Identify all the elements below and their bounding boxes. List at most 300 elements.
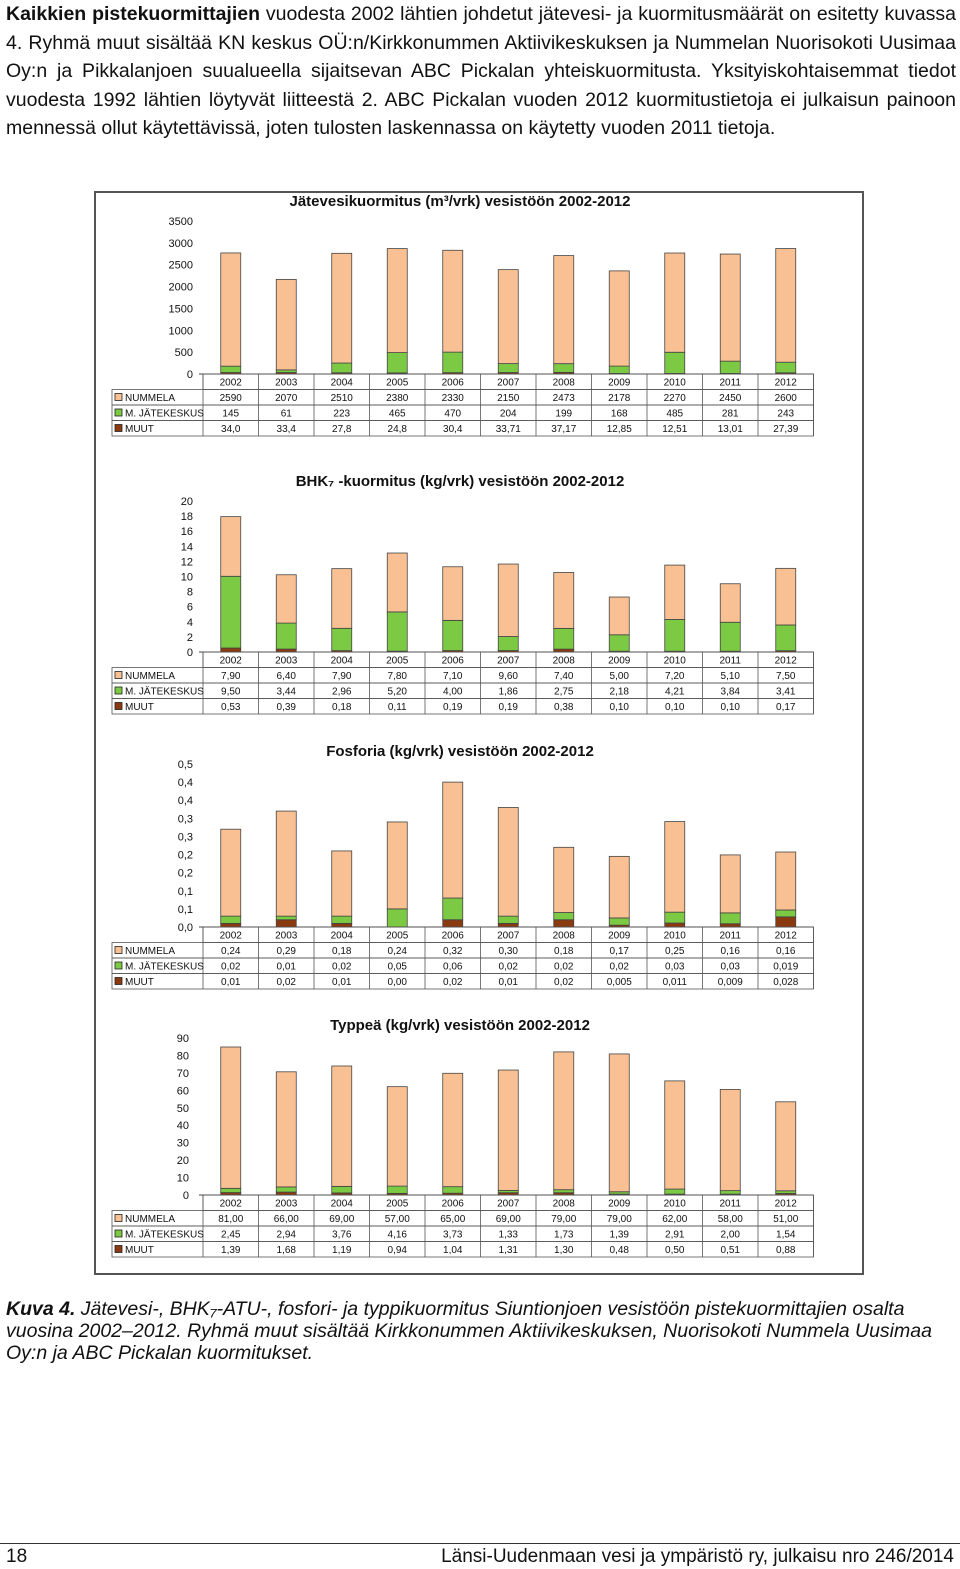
x-tick-label: 2005	[386, 655, 409, 667]
y-tick-label: 0,5	[177, 759, 193, 771]
x-tick-label: 2010	[663, 655, 686, 667]
y-tick-label: 0,0	[177, 922, 193, 934]
y-tick-label: 30	[176, 1137, 189, 1150]
data-label: 0,009	[717, 977, 743, 988]
data-label: 7,90	[332, 671, 352, 682]
x-tick-label: 2009	[608, 377, 631, 389]
data-label: 0,18	[554, 946, 574, 957]
x-tick-label: 2002	[219, 655, 242, 667]
bar-jatekeskus	[443, 1187, 463, 1194]
bar-muut	[332, 923, 352, 927]
data-label: 7,50	[776, 671, 796, 682]
y-tick-label: 0	[186, 369, 193, 381]
data-label: 243	[777, 408, 795, 420]
y-tick-label: 18	[180, 511, 193, 524]
x-tick-label: 2002	[219, 377, 242, 389]
data-label: 30,4	[443, 424, 463, 435]
x-tick-label: 2012	[774, 377, 797, 389]
data-label: 3,84	[720, 686, 740, 698]
x-tick-label: 2003	[275, 1198, 298, 1210]
bar-nummela	[332, 253, 352, 363]
legend-entry-jatekeskus: M. JÄTEKESKUS	[125, 686, 204, 698]
bar-jatekeskus	[665, 352, 685, 373]
data-label: 2,96	[332, 686, 352, 698]
data-label: 3,76	[332, 1229, 352, 1241]
data-label: 1,39	[609, 1229, 629, 1241]
legend-swatch-muut	[115, 703, 122, 710]
table-row	[112, 683, 814, 699]
data-label: 62,00	[662, 1214, 688, 1225]
data-label: 0,028	[773, 977, 799, 988]
data-label: 58,00	[717, 1214, 743, 1225]
bar-jatekeskus	[332, 363, 352, 373]
y-tick-label: 80	[176, 1050, 189, 1063]
bar-jatekeskus	[720, 1191, 740, 1194]
bar-jatekeskus	[554, 1190, 574, 1193]
data-label: 2150	[497, 393, 520, 404]
bar-nummela	[554, 572, 574, 628]
data-label: 281	[721, 408, 739, 420]
bar-jatekeskus	[443, 620, 463, 650]
bar-jatekeskus	[332, 916, 352, 923]
chart-title: Typpeä (kg/vrk) vesistöön 2002-2012	[330, 1017, 590, 1034]
legend-swatch-jatekeskus	[115, 687, 122, 694]
legend-entry-muut: MUUT	[125, 424, 154, 435]
x-tick-label: 2005	[386, 930, 409, 942]
data-label: 7,10	[443, 671, 463, 682]
bar-jatekeskus	[720, 622, 740, 651]
bar-jatekeskus	[498, 637, 518, 651]
x-tick-label: 2008	[552, 377, 575, 389]
y-tick-label: 10	[180, 571, 193, 584]
chart-title: Fosforia (kg/vrk) vesistöön 2002-2012	[326, 743, 594, 760]
bar-muut	[554, 920, 574, 927]
bar-nummela	[665, 253, 685, 352]
legend-swatch-jatekeskus	[115, 409, 122, 416]
bar-nummela	[443, 250, 463, 352]
data-label: 2380	[386, 393, 409, 404]
legend-swatch-muut	[115, 978, 122, 985]
bar-nummela	[332, 569, 352, 629]
data-label: 0,51	[720, 1245, 740, 1256]
data-label: 7,80	[387, 671, 407, 682]
y-tick-label: 12	[180, 556, 193, 569]
data-label: 65,00	[440, 1214, 466, 1225]
y-tick-label: 0	[182, 1190, 189, 1202]
x-tick-label: 2003	[275, 655, 298, 667]
data-label: 69,00	[329, 1214, 355, 1225]
legend-entry-nummela: NUMMELA	[125, 946, 176, 957]
x-tick-label: 2007	[497, 655, 520, 667]
data-label: 9,60	[498, 671, 518, 682]
bar-muut	[221, 923, 241, 927]
data-label: 5,00	[609, 671, 629, 682]
chart-title: Jätevesikuormitus (m³/vrk) vesistöön 2002-2012	[289, 193, 631, 210]
x-tick-label: 2012	[774, 655, 797, 667]
bar-jatekeskus	[387, 612, 407, 651]
legend-entry-nummela: NUMMELA	[125, 1214, 176, 1225]
x-tick-label: 2004	[330, 930, 353, 942]
legend-swatch-jatekeskus	[115, 962, 122, 969]
legend-entry-jatekeskus: M. JÄTEKESKUS	[125, 408, 204, 420]
x-tick-label: 2011	[719, 1198, 742, 1210]
legend-swatch-nummela	[115, 672, 122, 679]
y-tick-label: 2	[186, 631, 193, 644]
caption-text: Jätevesi-, BHK₇-ATU-, fosfori- ja typpikuormitus Siuntionjoen vesistöön pistekuormittajien osalta vuosina 2002–2012. Ryhmä muut sisältää Kirkkonummen Aktiivikeskuksen, Nuorisokoti Nummela Uusimaa Oy:n ja ABC Pickalan kuormitukset.	[6, 1298, 932, 1364]
bar-jatekeskus	[776, 1191, 796, 1194]
data-label: 0,06	[443, 961, 463, 973]
y-tick-label: 10	[176, 1172, 189, 1185]
y-tick-label: 20	[180, 496, 193, 508]
data-label: 79,00	[606, 1214, 632, 1225]
y-tick-label: 6	[186, 601, 193, 614]
bar-nummela	[443, 1073, 463, 1186]
x-tick-label: 2006	[441, 1198, 464, 1210]
legend-swatch-muut	[115, 425, 122, 432]
data-label: 51,00	[773, 1214, 799, 1225]
table-row	[112, 668, 814, 684]
x-tick-label: 2003	[275, 377, 298, 389]
table-row	[112, 974, 814, 990]
data-label: 1,19	[332, 1245, 352, 1256]
data-label: 0,005	[606, 977, 632, 988]
data-label: 0,39	[276, 702, 296, 713]
bar-nummela	[554, 1052, 574, 1190]
legend-swatch-jatekeskus	[115, 1230, 122, 1237]
data-label: 6,40	[276, 671, 296, 682]
y-tick-label: 0,4	[177, 795, 193, 808]
data-label: 0,02	[554, 977, 574, 988]
bar-nummela	[332, 1066, 352, 1186]
legend-swatch-nummela	[115, 394, 122, 401]
legend-entry-nummela: NUMMELA	[125, 671, 176, 682]
bar-jatekeskus	[609, 366, 629, 373]
data-label: 1,54	[776, 1229, 796, 1241]
data-label: 0,32	[443, 946, 463, 957]
legend-entry-muut: MUUT	[125, 1245, 154, 1256]
bar-muut	[276, 920, 296, 927]
bar-jatekeskus	[221, 916, 241, 923]
data-label: 0,94	[387, 1245, 407, 1256]
y-tick-label: 0,1	[177, 885, 193, 898]
table-row	[112, 1226, 814, 1242]
data-label: 204	[499, 408, 517, 420]
y-tick-label: 14	[180, 541, 193, 554]
data-label: 0,19	[443, 702, 463, 713]
x-tick-label: 2002	[219, 1198, 242, 1210]
data-label: 0,29	[276, 946, 296, 957]
y-tick-label: 0,3	[177, 813, 193, 826]
legend-swatch-muut	[115, 1246, 122, 1253]
x-tick-label: 2007	[497, 377, 520, 389]
data-label: 12,51	[662, 424, 688, 435]
data-label: 1,86	[498, 686, 518, 698]
y-tick-label: 50	[176, 1102, 189, 1115]
data-label: 0,03	[720, 961, 740, 973]
y-tick-label: 8	[186, 586, 193, 599]
bar-jatekeskus	[332, 628, 352, 650]
x-tick-label: 2002	[219, 930, 242, 942]
data-label: 3,41	[776, 686, 796, 698]
bar-jatekeskus	[776, 625, 796, 651]
data-label: 145	[222, 408, 240, 420]
bar-nummela	[554, 256, 574, 364]
data-label: 0,01	[276, 961, 296, 973]
y-tick-label: 40	[176, 1120, 189, 1133]
bar-jatekeskus	[665, 912, 685, 923]
data-label: 27,39	[773, 424, 799, 435]
bar-jatekeskus	[276, 1187, 296, 1192]
x-tick-label: 2010	[663, 930, 686, 942]
data-label: 0,30	[498, 946, 518, 957]
caption-label: Kuva 4.	[6, 1298, 76, 1320]
data-label: 0,17	[609, 946, 629, 957]
data-label: 470	[444, 408, 462, 420]
data-label: 168	[610, 408, 628, 420]
x-tick-label: 2006	[441, 930, 464, 942]
x-tick-label: 2005	[386, 377, 409, 389]
data-label: 2600	[774, 393, 797, 404]
bar-nummela	[498, 807, 518, 916]
bar-jatekeskus	[387, 1186, 407, 1193]
y-tick-label: 2500	[168, 259, 193, 272]
y-tick-label: 0,2	[177, 849, 193, 862]
legend-entry-muut: MUUT	[125, 702, 154, 713]
data-label: 2330	[441, 393, 464, 404]
bar-nummela	[776, 568, 796, 625]
bar-nummela	[776, 852, 796, 910]
bar-nummela	[609, 1054, 629, 1192]
data-label: 223	[333, 408, 351, 420]
bar-jatekeskus	[387, 909, 407, 927]
legend-entry-muut: MUUT	[125, 977, 154, 988]
bar-nummela	[498, 1070, 518, 1190]
data-label: 0,02	[221, 961, 241, 973]
page-number: 18	[6, 1546, 28, 1567]
data-label: 1,04	[443, 1245, 463, 1256]
y-tick-label: 0,1	[177, 903, 193, 916]
data-label: 7,20	[665, 671, 685, 682]
data-label: 0,24	[387, 946, 407, 957]
data-label: 0,53	[221, 702, 241, 713]
bar-nummela	[720, 855, 740, 913]
data-label: 0,16	[776, 946, 796, 957]
data-label: 0,18	[332, 702, 352, 713]
data-label: 37,17	[551, 424, 577, 435]
data-label: 1,73	[554, 1229, 574, 1241]
legend-swatch-nummela	[115, 947, 122, 954]
x-tick-label: 2009	[608, 930, 631, 942]
data-label: 0,011	[662, 977, 687, 988]
bar-jatekeskus	[554, 628, 574, 649]
bar-jatekeskus	[443, 898, 463, 920]
bar-jatekeskus	[665, 1189, 685, 1194]
data-label: 0,02	[332, 961, 352, 973]
bar-nummela	[387, 249, 407, 353]
data-label: 0,10	[665, 702, 685, 713]
data-label: 2590	[219, 393, 242, 404]
bar-nummela	[776, 1102, 796, 1191]
table-row	[112, 421, 814, 437]
bar-nummela	[387, 1087, 407, 1186]
data-label: 4,00	[443, 686, 463, 698]
x-tick-label: 2007	[497, 930, 520, 942]
data-label: 0,17	[776, 702, 796, 713]
y-tick-label: 500	[174, 347, 193, 360]
data-label: 0,50	[665, 1245, 685, 1256]
bar-jatekeskus	[554, 364, 574, 373]
bar-muut	[221, 648, 241, 652]
data-label: 81,00	[218, 1214, 244, 1225]
bar-nummela	[720, 254, 740, 361]
bar-nummela	[665, 822, 685, 913]
data-label: 0,25	[665, 946, 685, 957]
y-tick-label: 0	[186, 647, 193, 659]
y-tick-label: 90	[176, 1033, 189, 1045]
bar-muut	[498, 923, 518, 927]
data-label: 2510	[330, 393, 353, 404]
data-label: 1,39	[221, 1245, 241, 1256]
data-label: 0,10	[720, 702, 740, 713]
x-tick-label: 2009	[608, 655, 631, 667]
y-tick-label: 4	[186, 616, 193, 629]
data-label: 34,0	[221, 424, 241, 435]
data-label: 0,01	[221, 977, 241, 988]
data-label: 0,02	[554, 961, 574, 973]
bar-nummela	[276, 811, 296, 916]
data-label: 7,40	[554, 671, 574, 682]
data-label: 1,68	[276, 1245, 296, 1256]
x-tick-label: 2011	[719, 377, 742, 389]
intro-bold: Kaikkien pistekuormittajien	[6, 3, 261, 25]
bar-nummela	[720, 584, 740, 623]
data-label: 0,02	[498, 961, 518, 973]
x-tick-label: 2011	[719, 655, 742, 667]
intro-text: vuodesta 2002 lähtien johdetut jätevesi- ja kuormitusmäärät on esitetty kuvassa 4. Ryhmä muut sisältää KN keskus OÜ:n/Kirkkonummen Aktiivikeskuksen ja Nummelan Nuorisokoti Uusimaa Oy:n ja Pikkalanjoen suualueella sijaitsevan ABC Pickalan yhteiskuormitusta. Yksityiskohtaisemmat tiedot vuodesta 1992 lähtien löytyvät liitteestä 2. ABC Pickalan vuoden 2012 kuormitustietoja ei julkaisun painoon mennessä ollut käytettävissä, joten tulosten laskennassa on käytetty vuoden 2011 tietoja.	[6, 3, 957, 139]
bar-jatekeskus	[221, 1188, 241, 1192]
y-tick-label: 3000	[168, 237, 193, 250]
table-row	[112, 958, 814, 974]
bar-nummela	[221, 253, 241, 366]
bar-jatekeskus	[554, 913, 574, 920]
x-tick-label: 2011	[719, 930, 742, 942]
data-label: 27,8	[332, 424, 352, 435]
bar-nummela	[276, 1072, 296, 1187]
data-label: 57,00	[384, 1214, 410, 1225]
x-tick-label: 2004	[330, 655, 353, 667]
table-row	[112, 699, 814, 715]
bar-nummela	[498, 270, 518, 364]
data-label: 2,18	[609, 686, 629, 698]
data-label: 0,00	[387, 977, 407, 988]
data-label: 24,8	[387, 424, 407, 435]
x-tick-label: 2006	[441, 377, 464, 389]
data-label: 3,73	[443, 1229, 463, 1241]
y-tick-label: 60	[176, 1085, 189, 1098]
data-label: 33,4	[276, 424, 296, 435]
data-label: 1,30	[554, 1245, 574, 1256]
data-label: 9,50	[221, 686, 241, 698]
data-label: 0,16	[720, 946, 740, 957]
data-label: 2,91	[665, 1229, 685, 1241]
data-label: 7,90	[221, 671, 241, 682]
data-label: 2270	[663, 393, 686, 404]
data-label: 12,85	[606, 424, 632, 435]
data-label: 485	[666, 408, 684, 420]
bar-jatekeskus	[665, 619, 685, 651]
data-label: 0,02	[276, 977, 296, 988]
data-label: 61	[280, 408, 292, 420]
bar-nummela	[276, 575, 296, 623]
data-label: 33,71	[495, 424, 521, 435]
bar-nummela	[609, 271, 629, 366]
data-label: 2,75	[554, 686, 574, 698]
bar-jatekeskus	[498, 916, 518, 923]
bar-muut	[776, 917, 796, 927]
x-tick-label: 2012	[774, 930, 797, 942]
y-tick-label: 1000	[168, 325, 193, 338]
data-label: 1,31	[498, 1245, 518, 1256]
x-tick-label: 2010	[663, 1198, 686, 1210]
bar-nummela	[720, 1089, 740, 1190]
table-row	[112, 943, 814, 959]
data-label: 3,44	[276, 686, 296, 698]
x-tick-label: 2007	[497, 1198, 520, 1210]
bar-jatekeskus	[498, 364, 518, 373]
data-label: 199	[555, 408, 573, 420]
y-tick-label: 70	[176, 1067, 189, 1080]
x-tick-label: 2009	[608, 1198, 631, 1210]
data-label: 2473	[552, 393, 575, 404]
bar-nummela	[665, 565, 685, 619]
data-label: 0,02	[443, 977, 463, 988]
bar-nummela	[276, 279, 296, 369]
data-label: 0,19	[498, 702, 518, 713]
data-label: 0,11	[387, 702, 407, 713]
data-label: 2178	[608, 393, 631, 404]
legend-swatch-nummela	[115, 1215, 122, 1222]
bar-jatekeskus	[443, 352, 463, 373]
bar-jatekeskus	[609, 635, 629, 651]
data-label: 0,01	[332, 977, 352, 988]
bar-nummela	[776, 249, 796, 363]
data-label: 66,00	[273, 1214, 299, 1225]
x-tick-label: 2005	[386, 1198, 409, 1210]
x-tick-label: 2008	[552, 930, 575, 942]
data-label: 4,21	[665, 686, 685, 698]
data-label: 13,01	[717, 424, 743, 435]
chart-title: BHK₇ -kuormitus (kg/vrk) vesistöön 2002-2012	[295, 473, 625, 490]
data-label: 465	[388, 408, 406, 420]
data-label: 69,00	[495, 1214, 521, 1225]
data-label: 2450	[719, 393, 742, 404]
x-tick-label: 2004	[330, 377, 353, 389]
legend-entry-nummela: NUMMELA	[125, 393, 176, 404]
bar-nummela	[443, 782, 463, 898]
bar-nummela	[554, 847, 574, 912]
bar-jatekeskus	[387, 353, 407, 373]
data-label: 0,05	[387, 961, 407, 973]
bar-jatekeskus	[221, 366, 241, 372]
data-label: 0,38	[554, 702, 574, 713]
bar-nummela	[443, 567, 463, 621]
y-tick-label: 0,2	[177, 867, 193, 880]
bar-jatekeskus	[776, 362, 796, 373]
data-label: 5,10	[720, 671, 740, 682]
table-row	[112, 1242, 814, 1258]
x-tick-label: 2008	[552, 655, 575, 667]
y-tick-label: 16	[180, 526, 193, 539]
